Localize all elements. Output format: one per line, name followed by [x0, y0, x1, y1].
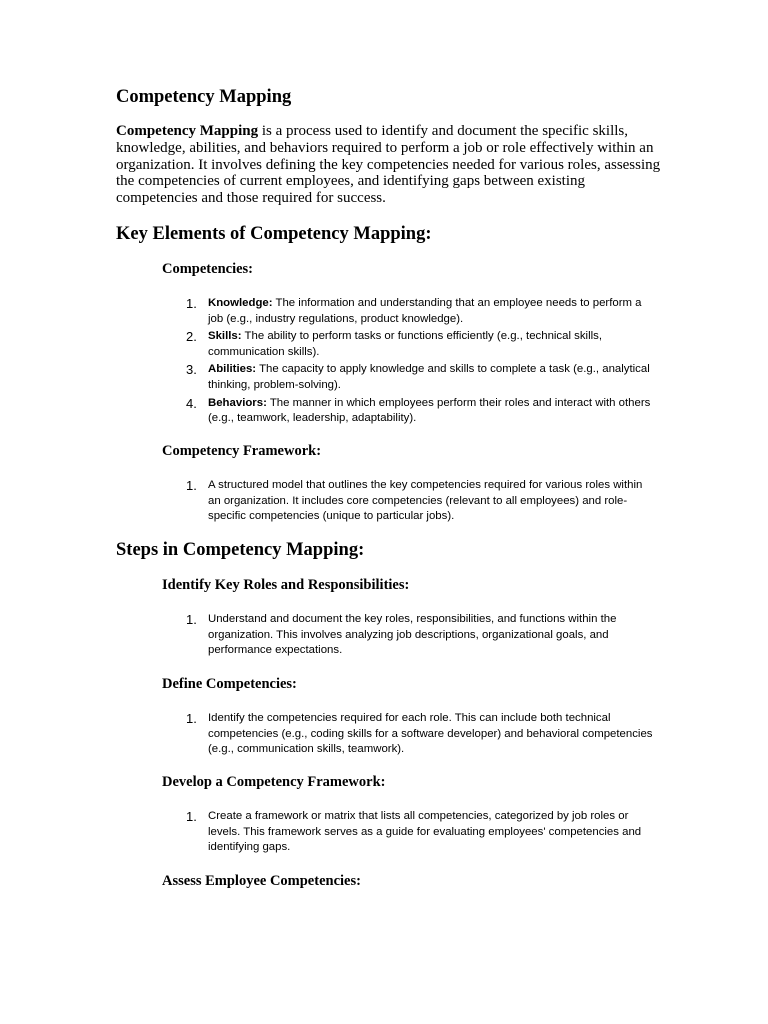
list-item	[162, 362, 657, 393]
intro-paragraph	[116, 123, 661, 207]
subheading-assess-competencies: Assess Employee Competencies:	[162, 873, 361, 889]
list-number: 1.	[186, 612, 197, 627]
subheading-develop-framework: Develop a Competency Framework:	[162, 774, 386, 790]
intro-text: is a process used to identify and document the specific skills, knowledge, abilities, and behaviors required to perform a job or role effectively within an organization. It involves defining the key competencies needed for various roles, assessing the competencies of current employees, and identifying gaps between existing competencies and those required for success.	[116, 123, 661, 207]
list-item	[162, 396, 657, 427]
competencies-list	[162, 296, 657, 429]
list-item-text: The capacity to apply knowledge and skills to complete a task (e.g., analytical thinking, problem-solving).	[208, 363, 650, 391]
list-item-text: The information and understanding that an employee needs to perform a job (e.g., industry regulations, product knowledge).	[208, 297, 642, 325]
list-item	[162, 478, 657, 525]
list-item-term: Abilities:	[208, 363, 257, 376]
list-item-text: Identify the competencies required for each role. This can include both technical competencies (e.g., coding skills for a software developer) and behavioral competencies (e.g., communication skills, teamwork).	[208, 712, 653, 756]
page-title: Competency Mapping	[116, 87, 292, 107]
list-number: 3.	[186, 362, 197, 378]
section-heading-key-elements: Key Elements of Competency Mapping:	[116, 224, 432, 244]
list-item-text: Create a framework or matrix that lists all competencies, categorized by job roles or levels. This framework serves as a guide for evaluating employees' competencies and identifying gaps.	[208, 810, 642, 854]
list-item	[162, 296, 657, 327]
subheading-define-competencies: Define Competencies:	[162, 676, 297, 692]
list-item	[162, 612, 657, 659]
list-item-text: The manner in which employees perform their roles and interact with others (e.g., teamwork, leadership, adaptability).	[208, 396, 651, 425]
list-item-text: Understand and document the key roles, responsibilities, and functions within the organization. This involves analyzing job descriptions, organizational goals, and performance expectations.	[208, 613, 617, 657]
list-item-text: The ability to perform tasks or functions efficiently (e.g., technical skills, communication skills).	[208, 330, 602, 358]
framework-list	[162, 478, 657, 527]
list-item-term: Knowledge:	[208, 297, 273, 309]
list-item	[162, 711, 657, 758]
list-number: 1.	[186, 711, 197, 726]
define-competencies-list	[162, 711, 657, 760]
list-number: 2.	[186, 329, 197, 345]
list-number: 4.	[186, 395, 197, 411]
list-number: 1.	[186, 296, 197, 311]
list-item	[162, 809, 657, 856]
intro-term: Competency Mapping	[116, 123, 259, 139]
list-number: 1.	[186, 809, 197, 824]
subheading-competencies: Competencies:	[162, 261, 254, 277]
identify-roles-list	[162, 612, 657, 661]
list-number: 1.	[186, 478, 197, 493]
list-item	[162, 329, 657, 360]
develop-framework-list	[162, 809, 657, 858]
subheading-identify-roles: Identify Key Roles and Responsibilities:	[162, 577, 410, 593]
section-heading-steps: Steps in Competency Mapping:	[116, 540, 365, 560]
list-item-text: A structured model that outlines the key competencies required for various roles within an organization. It includes core competencies (relevant to all employees) and role-specific competencies (unique to particular jobs).	[208, 479, 643, 523]
list-item-term: Skills:	[208, 330, 242, 343]
subheading-competency-framework: Competency Framework:	[162, 443, 322, 459]
list-item-term: Behaviors:	[208, 396, 267, 409]
